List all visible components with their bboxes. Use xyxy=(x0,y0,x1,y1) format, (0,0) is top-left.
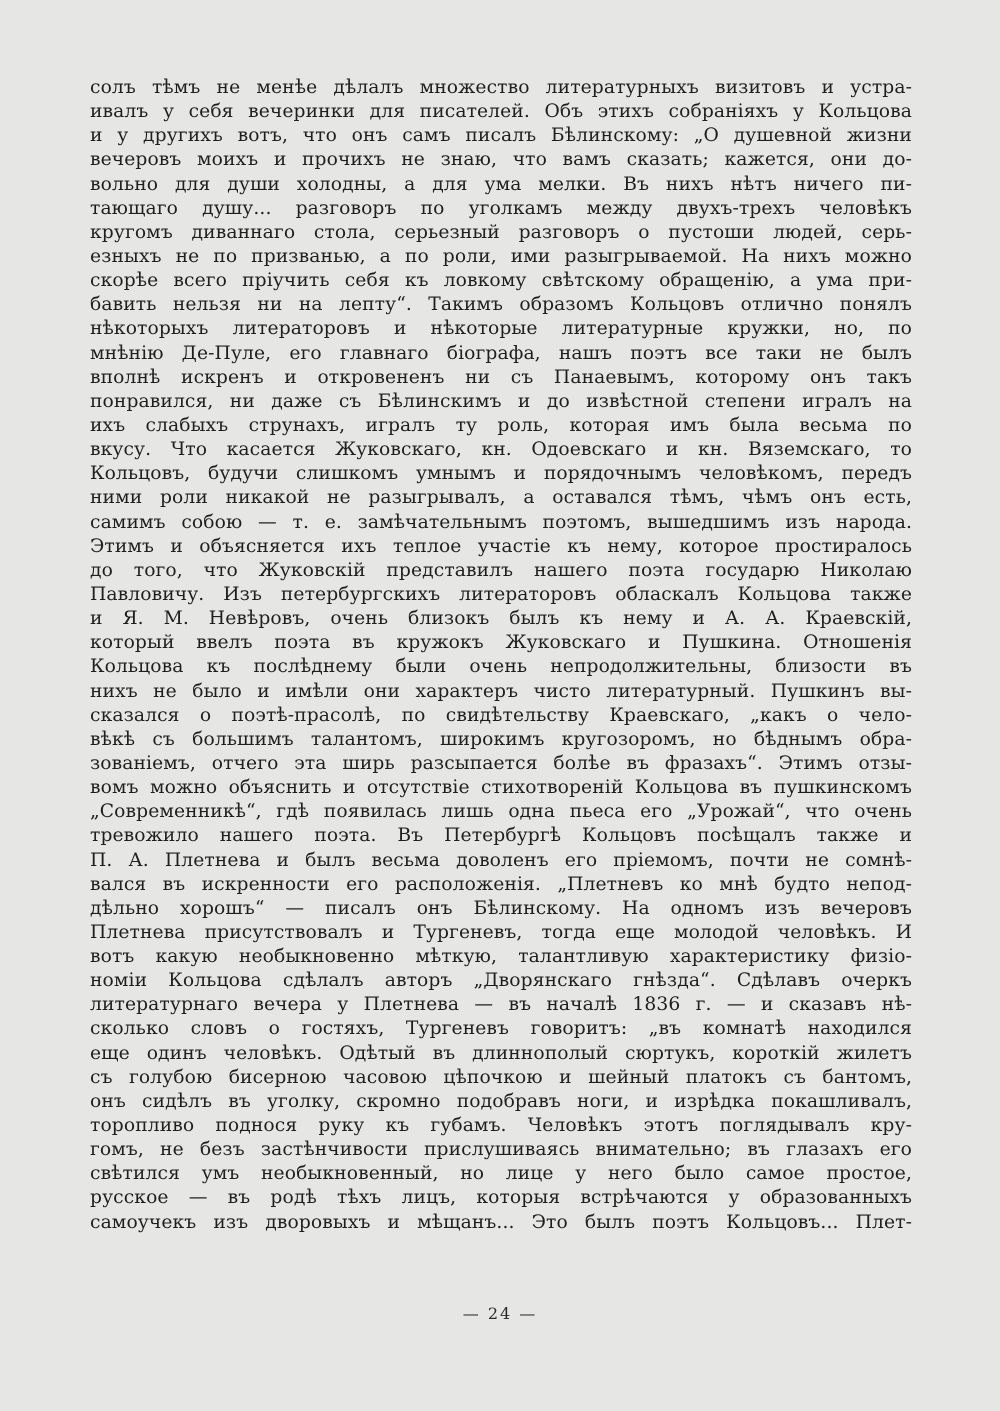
text-line: торопливо поднося руку къ губамъ. Человѣкъ этотъ поглядывалъ кру- xyxy=(90,1115,912,1137)
text-line: нихъ не было и имѣли они характеръ чисто литературный. Пушкинъ вы- xyxy=(90,680,912,702)
text-line: и Я. М. Невѣровъ, очень близокъ былъ къ нему и А. А. Краевскій, xyxy=(90,608,912,630)
text-line: солъ тѣмъ не менѣе дѣлалъ множество литературныхъ визитовъ и устра- xyxy=(90,77,912,98)
text-line: вечеровъ моихъ и прочихъ не знаю, что вамъ сказать; кажется, они до- xyxy=(90,149,912,171)
text-line: вомъ можно объяснить и отсутствіе стихотвореній Кольцова въ пушкинскомъ xyxy=(90,777,912,799)
text-line: Кольцова къ послѣднему были очень непродолжительны, близости въ xyxy=(90,656,912,678)
text-line: Этимъ и объясняется ихъ теплое участіе къ нему, которое простиралось xyxy=(90,535,912,557)
text-line: съ голубою бисерною часовою цѣпочкою и шейный платокъ съ бантомъ, xyxy=(90,1066,912,1088)
text-line: „Современникѣ“, гдѣ появилась лишь одна пьеса его „Урожай“, что очень xyxy=(90,801,912,823)
text-line: сколько словъ о гостяхъ, Тургеневъ говоритъ: „въ комнатѣ находился xyxy=(90,1018,912,1040)
text-line: Плетнева присутствовалъ и Тургеневъ, тогда еще молодой человѣкъ. И xyxy=(90,921,912,943)
text-line: понравился, ни даже съ Бѣлинскимъ и до извѣстной степени игралъ на xyxy=(90,390,912,412)
text-line: и у другихъ вотъ, что онъ самъ писалъ Бѣлинскому: „О душевной жизни xyxy=(90,125,912,147)
text-line: П. А. Плетнева и былъ весьма доволенъ его пріемомъ, почти не сомнѣ- xyxy=(90,849,912,871)
text-line: Кольцовъ, будучи слишкомъ умнымъ и порядочнымъ человѣкомъ, передъ xyxy=(90,463,912,485)
text-line: который ввелъ поэта въ кружокъ Жуковскаго и Пушкина. Отношенія xyxy=(90,632,912,654)
text-line: самимъ собою — т. е. замѣчательнымъ поэтомъ, вышедшимъ изъ народа. xyxy=(90,511,912,533)
text-line: самоучекъ изъ дворовыхъ и мѣщанъ... Это былъ поэтъ Кольцовъ... Плет- xyxy=(90,1211,912,1233)
body-text xyxy=(90,76,912,1235)
text-line: мнѣнію Де-Пуле, его главнаго біографа, нашъ поэтъ все таки не былъ xyxy=(90,342,912,364)
text-line: ивалъ у себя вечеринки для писателей. Объ этихъ собраніяхъ у Кольцова xyxy=(90,101,912,123)
text-line: дѣльно хорошъ“ — писалъ онъ Бѣлинскому. На одномъ изъ вечеровъ xyxy=(90,897,912,919)
text-line: гомъ, не безъ застѣнчивости прислушиваясь внимательно; въ глазахъ его xyxy=(90,1139,912,1161)
text-line: тающаго душу... разговоръ по уголкамъ между двухъ-трехъ человѣкъ xyxy=(90,197,912,219)
text-line: скорѣе всего пріучить себя къ ловкому свѣтскому обращенію, а ума при- xyxy=(90,270,912,292)
text-line: нѣкоторыхъ литераторовъ и нѣкоторые литературные кружки, но, по xyxy=(90,318,912,340)
text-line: сказался о поэтѣ-прасолѣ, по свидѣтельству Краевскаго, „какъ о чело- xyxy=(90,704,912,726)
text-line: онъ сидѣлъ въ уголку, скромно подобравъ ноги, и изрѣдка покашливалъ, xyxy=(90,1090,912,1112)
text-line: Павловичу. Изъ петербургскихъ литераторовъ обласкалъ Кольцова также xyxy=(90,583,912,605)
text-line: до того, что Жуковскій представилъ нашего поэта государю Николаю xyxy=(90,559,912,581)
text-line: свѣтился умъ необыкновенный, но лице у него было самое простое, xyxy=(90,1163,912,1185)
text-line: тревожило нашего поэта. Въ Петербургѣ Кольцовъ посѣщалъ также и xyxy=(90,825,912,847)
text-line: ихъ слабыхъ струнахъ, игралъ ту роль, которая имъ была весьма по xyxy=(90,414,912,436)
text-line: бавить нельзя ни на лепту“. Такимъ образомъ Кольцовъ отлично понялъ xyxy=(90,294,912,316)
page-number: — 24 — xyxy=(462,1304,538,1323)
text-line: вполнѣ искренъ и откровененъ ни съ Панаевымъ, которому онъ такъ xyxy=(90,366,912,388)
text-line: литературнаго вечера у Плетнева — въ началѣ 1836 г. — и сказавъ нѣ- xyxy=(90,994,912,1016)
text-line: русское — въ родѣ тѣхъ лицъ, которыя встрѣчаются у образованныхъ xyxy=(90,1187,912,1209)
text-line: зованіемъ, отчего эта ширь разсыпается болѣе въ фразахъ“. Этимъ отзы- xyxy=(90,752,912,774)
text-line: езныхъ не по призванью, а по роли, ими разыгрываемой. На нихъ можно xyxy=(90,245,912,267)
text-line: еще одинъ человѣкъ. Одѣтый въ длиннополый сюртукъ, короткій жилетъ xyxy=(90,1042,912,1064)
text-line: вотъ какую необыкновенно мѣткую, талантливую характеристику физіо- xyxy=(90,946,912,968)
text-line: номіи Кольцова сдѣлалъ авторъ „Дворянскаго гнѣзда“. Сдѣлавъ очеркъ xyxy=(90,970,912,992)
text-line: ними роли никакой не разыгрывалъ, а оставался тѣмъ, чѣмъ онъ есть, xyxy=(90,487,912,509)
text-line: вѣкѣ съ большимъ талантомъ, широкимъ кругозоромъ, но бѣднымъ обра- xyxy=(90,728,912,750)
text-line: вкусу. Что касается Жуковскаго, кн. Одоевскаго и кн. Вяземскаго, то xyxy=(90,439,912,461)
text-line: вался въ искренности его расположенія. „Плетневъ ко мнѣ будто непод- xyxy=(90,873,912,895)
text-line: вольно для души холодны, а для ума мелки. Въ нихъ нѣтъ ничего пи- xyxy=(90,173,912,195)
text-line: кругомъ диваннаго стола, серьезный разговоръ о пустоши людей, серь- xyxy=(90,221,912,243)
